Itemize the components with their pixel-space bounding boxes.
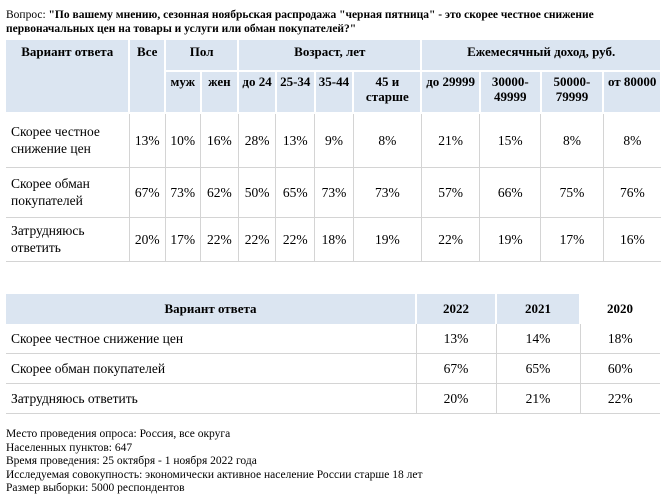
cell-value: 8% xyxy=(541,113,604,167)
header-year: 2021 xyxy=(496,294,580,324)
cell-value: 57% xyxy=(421,167,480,217)
header-income-group: 50000-79999 xyxy=(541,71,604,113)
cell-value: 8% xyxy=(603,113,661,167)
cell-value: 21% xyxy=(496,384,580,414)
cell-value: 16% xyxy=(201,113,239,167)
header-age-group: 25-34 xyxy=(276,71,315,113)
header-age-group: 35-44 xyxy=(315,71,354,113)
row-label: Затрудняюсь ответить xyxy=(6,384,416,414)
cell-value: 9% xyxy=(315,113,354,167)
demographic-table xyxy=(6,40,662,262)
cell-value: 15% xyxy=(480,113,541,167)
table-row xyxy=(6,167,661,217)
header-age-group: 45 и старше xyxy=(353,71,421,113)
cell-value: 22% xyxy=(201,217,239,261)
question-text: "По вашему мнению, сезонная ноябрьская распродажа "черная пятница" - это скорее честное снижение первоначальных цен на товары и услуги или обман покупателей?" xyxy=(6,9,594,35)
cell-value: 8% xyxy=(353,113,421,167)
survey-metadata xyxy=(6,428,423,496)
cell-value: 28% xyxy=(238,113,276,167)
cell-value: 13% xyxy=(416,324,496,354)
cell-value: 18% xyxy=(580,324,660,354)
cell-value: 73% xyxy=(353,167,421,217)
cell-value: 66% xyxy=(480,167,541,217)
header-female: жен xyxy=(201,71,239,113)
header-year: 2020 xyxy=(580,294,660,324)
cell-value: 73% xyxy=(315,167,354,217)
header-all: Все xyxy=(129,40,165,113)
header-male: муж xyxy=(165,71,201,113)
cell-value: 16% xyxy=(603,217,661,261)
cell-value: 13% xyxy=(276,113,315,167)
header-age-group: до 24 xyxy=(238,71,276,113)
header-income-group: от 80000 xyxy=(603,71,661,113)
row-label: Скорее честное снижение цен xyxy=(6,324,416,354)
cell-value: 22% xyxy=(421,217,480,261)
cell-value: 22% xyxy=(580,384,660,414)
cell-value: 18% xyxy=(315,217,354,261)
footer-line: Место проведения опроса: Россия, все округа xyxy=(6,428,231,440)
table-row xyxy=(6,217,661,261)
cell-value: 76% xyxy=(603,167,661,217)
footer-line: Время проведения: 25 октября - 1 ноября 2022 года xyxy=(6,455,257,467)
cell-value: 50% xyxy=(238,167,276,217)
yearly-comparison-table xyxy=(6,294,661,414)
header-year: 2022 xyxy=(416,294,496,324)
header-gender: Пол xyxy=(165,40,238,71)
cell-value: 10% xyxy=(165,113,201,167)
cell-value: 19% xyxy=(480,217,541,261)
cell-value: 60% xyxy=(580,354,660,384)
header-variant: Вариант ответа xyxy=(6,40,129,113)
row-label: Скорее честное снижение цен xyxy=(6,113,129,167)
cell-value: 20% xyxy=(129,217,165,261)
footer-line: Размер выборки: 5000 респондентов xyxy=(6,482,185,494)
footer-line: Населенных пунктов: 647 xyxy=(6,441,133,454)
cell-value: 21% xyxy=(421,113,480,167)
row-label: Скорее обман покупателей xyxy=(6,354,416,384)
table-row xyxy=(6,113,661,167)
table-row xyxy=(6,324,660,354)
table-row xyxy=(6,384,660,414)
question-prefix: Вопрос: xyxy=(6,9,49,21)
cell-value: 62% xyxy=(201,167,239,217)
cell-value: 17% xyxy=(165,217,201,261)
cell-value: 65% xyxy=(496,354,580,384)
row-label: Затрудняюсь ответить xyxy=(6,217,129,261)
cell-value: 22% xyxy=(238,217,276,261)
cell-value: 67% xyxy=(129,167,165,217)
cell-value: 75% xyxy=(541,167,604,217)
footer-line: Исследуемая совокупность: экономически активное население России старше 18 лет xyxy=(6,468,423,481)
cell-value: 19% xyxy=(353,217,421,261)
table-row xyxy=(6,354,660,384)
cell-value: 73% xyxy=(165,167,201,217)
header-income-group: до 29999 xyxy=(421,71,480,113)
cell-value: 14% xyxy=(496,324,580,354)
cell-value: 65% xyxy=(276,167,315,217)
cell-value: 22% xyxy=(276,217,315,261)
cell-value: 20% xyxy=(416,384,496,414)
header-income-group: 30000-49999 xyxy=(480,71,541,113)
header-income: Ежемесячный доход, руб. xyxy=(421,40,661,71)
cell-value: 17% xyxy=(541,217,604,261)
header-age: Возраст, лет xyxy=(238,40,421,71)
row-label: Скорее обман покупателей xyxy=(6,167,129,217)
survey-question xyxy=(6,8,666,36)
cell-value: 67% xyxy=(416,354,496,384)
cell-value: 13% xyxy=(129,113,165,167)
header-variant: Вариант ответа xyxy=(6,294,416,324)
